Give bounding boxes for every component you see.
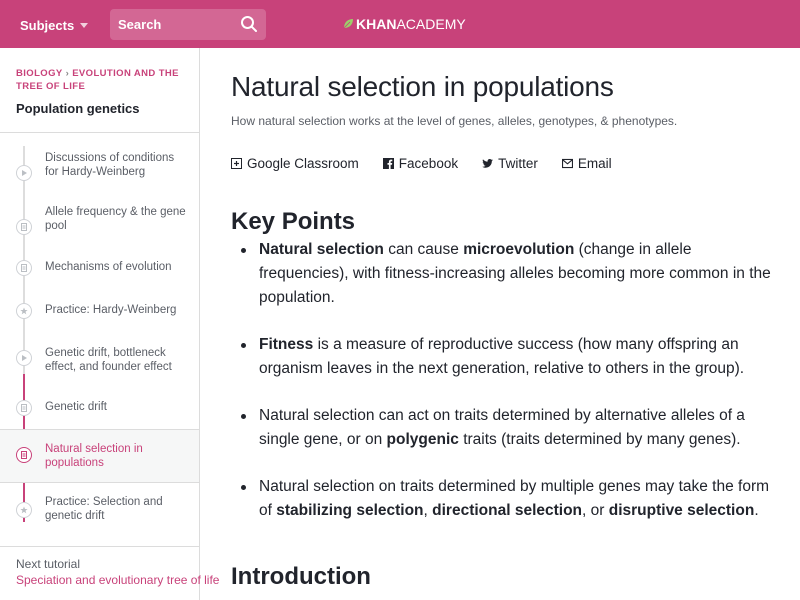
key-term: Natural selection [259,241,384,258]
logo-text-bold: KHAN [356,16,397,32]
article-icon [16,447,32,463]
star-icon [16,502,32,518]
key-point-text: can cause [383,241,464,258]
subjects-menu-button[interactable] [20,16,88,34]
share-label: Email [577,155,612,171]
sidebar-item-label: Practice: Hardy-Weinberg [45,304,177,316]
share-twitter[interactable] [482,156,538,171]
share-label: Google Classroom [247,155,359,171]
sidebar-item-natural-selection[interactable] [0,429,199,483]
key-point-text: Natural selection on traits determined by multiple genes may take the form of [259,478,770,519]
search-icon[interactable] [240,15,258,33]
play-icon [16,350,32,366]
caret-down-icon [80,23,88,28]
chevron-right-icon: › [65,68,70,79]
share-bar [231,154,636,172]
key-point-text: . [754,502,759,519]
khan-academy-logo[interactable] [342,15,466,33]
key-term: disruptive selection [608,502,755,519]
article-icon [16,400,32,416]
google-classroom-icon [231,158,242,169]
share-label: Facebook [398,155,459,171]
star-icon [16,303,32,319]
tutorial-sidebar [0,48,220,600]
breadcrumb-biology[interactable]: BIOLOGY [16,68,63,79]
share-google-classroom[interactable] [231,156,359,171]
sidebar-item-allele-frequency[interactable] [0,200,199,254]
introduction-heading: Introduction [231,563,371,590]
key-point-text: , [423,502,433,519]
key-point-item [231,475,776,523]
article-icon [16,219,32,235]
sidebar-item-genetic-drift-video[interactable] [0,340,199,394]
search-input[interactable] [110,9,230,40]
key-point-text: is a measure of reproductive success (how many offspring an organism leaves in the next generation, relative to others in the group). [259,336,745,377]
share-facebook[interactable] [383,156,458,171]
top-navigation-bar [0,0,800,48]
divider [0,546,199,547]
breadcrumb-evolution[interactable]: EVOLUTION AND THE TREE OF LIFE [16,68,179,92]
facebook-icon [383,158,394,169]
sidebar-item-label: Genetic drift [45,401,107,413]
key-points-list [231,238,776,546]
sidebar-item-practice-selection[interactable] [0,486,199,540]
sidebar-item-label: Genetic drift, bottleneck effect, and founder effect [45,347,172,373]
sidebar-item-label: Allele frequency & the gene pool [45,206,186,232]
next-tutorial-link[interactable]: Speciation and evolutionary tree of life [16,573,220,587]
article-icon [16,260,32,276]
key-point-text: Natural selection can act on traits determined by alternative alleles of a single gene, or on [259,407,745,448]
share-label: Twitter [498,155,538,171]
key-term: directional selection [432,502,583,519]
key-term: stabilizing selection [276,502,424,519]
leaf-icon [342,18,354,30]
breadcrumb [16,67,192,93]
page-subtitle: How natural selection works at the level of genes, alleles, genotypes, & phenotypes. [231,114,678,128]
key-point-item [231,238,776,310]
search-box [110,9,266,40]
sidebar-item-hardy-weinberg-conditions[interactable] [0,146,199,200]
key-term: microevolution [463,241,575,258]
play-icon [16,165,32,181]
key-point-text: traits (traits determined by many genes). [458,431,741,448]
logo-text-light: ACADEMY [396,16,466,32]
page-title: Natural selection in populations [231,71,614,102]
key-point-item [231,333,776,381]
article-content [200,48,800,600]
share-email[interactable] [562,156,612,171]
sidebar-item-label: Mechanisms of evolution [45,261,172,273]
sidebar-item-label: Natural selection in populations [45,443,143,469]
key-points-heading: Key Points [231,208,356,235]
sidebar-item-label: Practice: Selection and genetic drift [45,496,163,522]
key-point-item [231,404,776,452]
key-term: polygenic [386,431,459,448]
subjects-label: Subjects [20,17,75,33]
key-point-text: , or [582,502,609,519]
key-point-text: (change in allele frequencies), with fitness-increasing alleles becoming more common in the population. [259,241,771,306]
tutorial-title[interactable]: Population genetics [16,101,140,116]
key-term: Fitness [259,336,314,353]
divider [0,132,199,133]
next-tutorial-label: Next tutorial [16,557,81,571]
sidebar-item-label: Discussions of conditions for Hardy-Weinberg [45,152,175,178]
email-icon [562,158,573,169]
twitter-icon [482,158,493,169]
